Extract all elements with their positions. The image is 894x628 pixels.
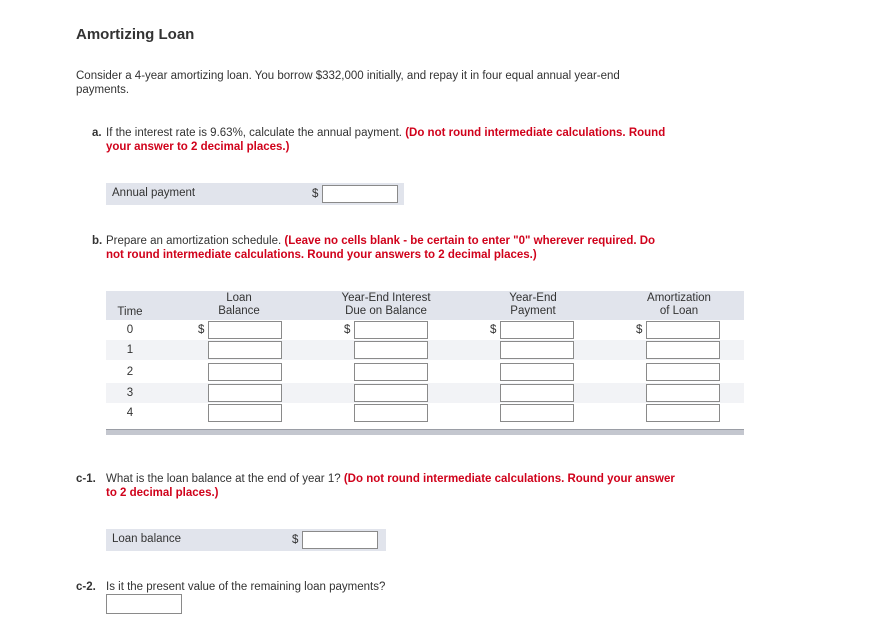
question-c1 — [76, 472, 676, 502]
time-cell: 4 — [126, 407, 134, 419]
interest-input-3[interactable] — [354, 384, 428, 402]
header-payment: Year-End Payment — [509, 292, 557, 317]
amortization-input-1[interactable] — [646, 341, 720, 359]
table-row — [106, 362, 744, 382]
dollar-sign: $ — [292, 534, 299, 546]
question-c2 — [76, 580, 676, 594]
problem-intro: Consider a 4-year amortizing loan. You borrow $332,000 initially, and repay it in four equal annual year-end payments. — [76, 70, 620, 96]
question-c2-label: c-2. — [76, 581, 96, 593]
dollar-sign: $ — [198, 324, 205, 336]
payment-input-4[interactable] — [500, 404, 574, 422]
question-b-instruction: (Leave no cells blank - be certain to enter "0" wherever required. Do not round intermediate calculations. Round your answers to 2 decimal places.) — [106, 235, 656, 261]
loan-balance-label: Loan balance — [112, 533, 182, 545]
page-title: Amortizing Loan — [76, 26, 195, 43]
payment-input-2[interactable] — [500, 363, 574, 381]
amortization-input-0[interactable] — [646, 321, 720, 339]
question-c1-instruction: (Do not round intermediate calculations. Round your answer to 2 decimal places.) — [106, 473, 675, 499]
interest-input-0[interactable] — [354, 321, 428, 339]
interest-input-2[interactable] — [354, 363, 428, 381]
payment-input-3[interactable] — [500, 384, 574, 402]
payment-input-1[interactable] — [500, 341, 574, 359]
header-loan-balance: Loan Balance — [218, 292, 260, 317]
table-row — [106, 340, 744, 360]
interest-input-1[interactable] — [354, 341, 428, 359]
header-amortization: Amortization of Loan — [647, 292, 711, 317]
dollar-sign: $ — [636, 324, 643, 336]
loan-balance-input-1[interactable] — [208, 341, 282, 359]
question-b-label: b. — [92, 235, 103, 247]
dollar-sign: $ — [312, 188, 319, 200]
loan-balance-input-0[interactable] — [208, 321, 282, 339]
question-a-text: If the interest rate is 9.63%, calculate the annual payment. — [106, 127, 402, 139]
annual-payment-input[interactable] — [322, 185, 398, 203]
interest-input-4[interactable] — [354, 404, 428, 422]
present-value-answer-input[interactable] — [106, 594, 182, 614]
question-c1-label: c-1. — [76, 473, 96, 485]
table-row — [106, 383, 744, 403]
schedule-footer-bar — [106, 429, 744, 435]
header-interest: Year-End Interest Due on Balance — [341, 292, 431, 317]
loan-balance-input[interactable] — [302, 531, 378, 549]
amortization-input-3[interactable] — [646, 384, 720, 402]
time-cell: 3 — [126, 387, 134, 399]
time-cell: 0 — [126, 324, 134, 336]
question-b-text: Prepare an amortization schedule. — [106, 235, 282, 247]
payment-input-0[interactable] — [500, 321, 574, 339]
annual-payment-row — [106, 183, 404, 205]
question-a-label: a. — [92, 127, 102, 139]
question-c1-text: What is the loan balance at the end of year 1? — [106, 473, 341, 485]
schedule-header — [106, 291, 744, 320]
loan-balance-input-2[interactable] — [208, 363, 282, 381]
loan-balance-input-3[interactable] — [208, 384, 282, 402]
dollar-sign: $ — [490, 324, 497, 336]
table-row — [106, 320, 744, 340]
time-cell: 1 — [126, 344, 134, 356]
dollar-sign: $ — [344, 324, 351, 336]
time-cell: 2 — [126, 366, 134, 378]
loan-balance-row — [106, 529, 386, 551]
question-a-instruction: (Do not round intermediate calculations. Round your answer to 2 decimal places.) — [106, 127, 666, 153]
amortization-input-2[interactable] — [646, 363, 720, 381]
annual-payment-label: Annual payment — [112, 187, 196, 199]
question-a — [92, 126, 672, 156]
header-time: Time — [117, 306, 143, 318]
table-row — [106, 403, 744, 423]
question-b — [92, 234, 672, 264]
question-c2-text: Is it the present value of the remaining loan payments? — [106, 581, 386, 593]
loan-balance-input-4[interactable] — [208, 404, 282, 422]
amortization-input-4[interactable] — [646, 404, 720, 422]
